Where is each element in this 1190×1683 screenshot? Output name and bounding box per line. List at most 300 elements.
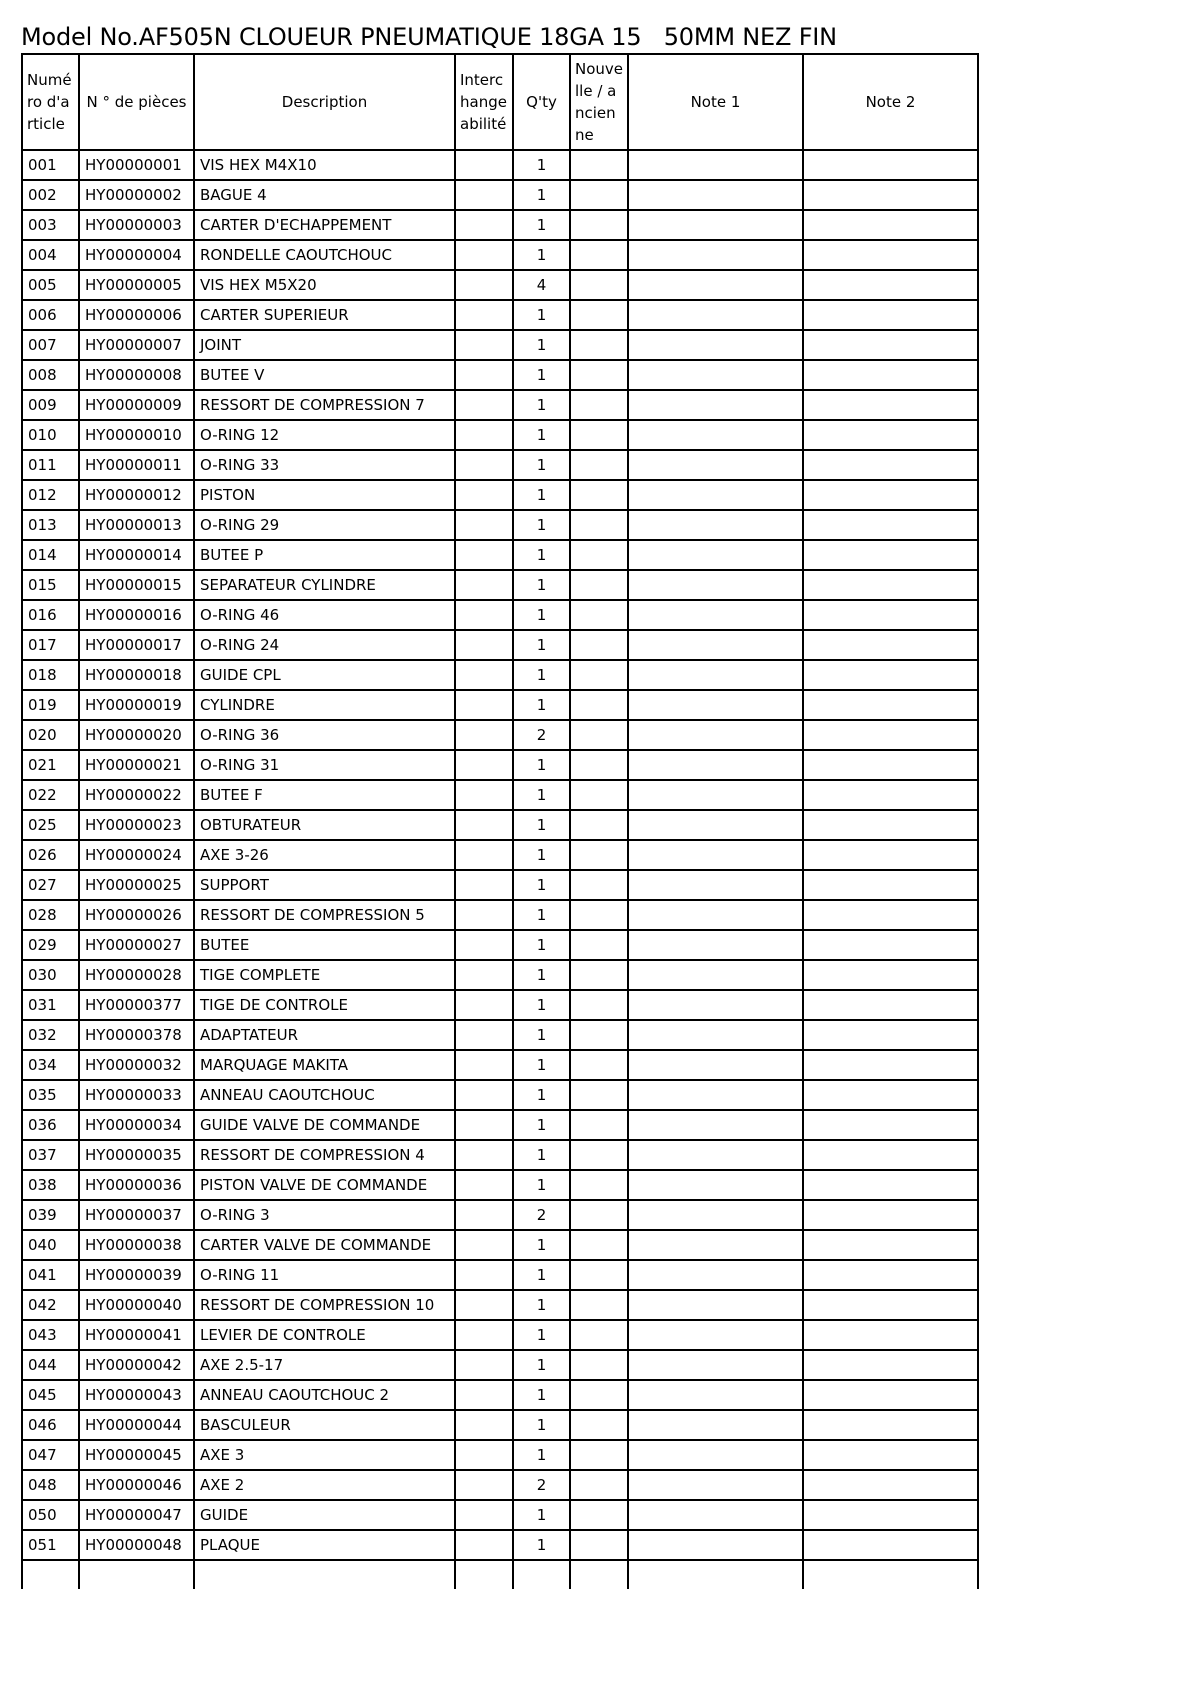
table-row bbox=[22, 660, 978, 690]
cell-note-2 bbox=[803, 570, 978, 600]
cell-item-no: 036 bbox=[22, 1110, 79, 1140]
table-row bbox=[22, 300, 978, 330]
cell-description: O-RING 33 bbox=[194, 450, 455, 480]
cell-note-2 bbox=[803, 360, 978, 390]
cell-interchangeability bbox=[455, 900, 513, 930]
cell-interchangeability bbox=[455, 330, 513, 360]
cell-qty: 1 bbox=[513, 210, 570, 240]
cell-description: SUPPORT bbox=[194, 870, 455, 900]
cell-part-no: HY00000021 bbox=[79, 750, 194, 780]
cell-description: CARTER SUPERIEUR bbox=[194, 300, 455, 330]
cell-description: O-RING 46 bbox=[194, 600, 455, 630]
cell-note-2 bbox=[803, 810, 978, 840]
cell-description: GUIDE VALVE DE COMMANDE bbox=[194, 1110, 455, 1140]
cell-interchangeability bbox=[455, 1290, 513, 1320]
cell-part-no: HY00000001 bbox=[79, 150, 194, 180]
cell-part-no: HY00000017 bbox=[79, 630, 194, 660]
cell-interchangeability bbox=[455, 1110, 513, 1140]
cell-interchangeability bbox=[455, 1350, 513, 1380]
cell-description: BAGUE 4 bbox=[194, 180, 455, 210]
cell-description: GUIDE CPL bbox=[194, 660, 455, 690]
table-row bbox=[22, 840, 978, 870]
table-row bbox=[22, 180, 978, 210]
cell-note-2 bbox=[803, 450, 978, 480]
cell-new-old bbox=[570, 270, 628, 300]
cell-qty: 1 bbox=[513, 1380, 570, 1410]
cell-qty: 1 bbox=[513, 1230, 570, 1260]
table-row bbox=[22, 1200, 978, 1230]
cell-note-1 bbox=[628, 780, 803, 810]
cell-new-old bbox=[570, 300, 628, 330]
cell-description: CYLINDRE bbox=[194, 690, 455, 720]
cell-note-2 bbox=[803, 900, 978, 930]
cell-interchangeability bbox=[455, 1200, 513, 1230]
cell-new-old bbox=[570, 180, 628, 210]
cell-interchangeability bbox=[455, 720, 513, 750]
cell-item-no: 034 bbox=[22, 1050, 79, 1080]
cell-item-no: 010 bbox=[22, 420, 79, 450]
table-row bbox=[22, 1530, 978, 1560]
cell-item-no: 005 bbox=[22, 270, 79, 300]
cell-interchangeability bbox=[455, 1500, 513, 1530]
cell-note-1 bbox=[628, 1200, 803, 1230]
cell-new-old bbox=[570, 780, 628, 810]
cell-part-no: HY00000038 bbox=[79, 1230, 194, 1260]
cell-new-old bbox=[570, 1080, 628, 1110]
cell-note-2 bbox=[803, 660, 978, 690]
cell-note-2 bbox=[803, 510, 978, 540]
cell-note-1 bbox=[628, 540, 803, 570]
cell-part-no: HY00000008 bbox=[79, 360, 194, 390]
cell-new-old bbox=[570, 1530, 628, 1560]
table-row bbox=[22, 240, 978, 270]
cell-qty: 1 bbox=[513, 780, 570, 810]
cell-qty: 1 bbox=[513, 1020, 570, 1050]
header-note-2: Note 2 bbox=[803, 54, 978, 150]
cell-qty: 1 bbox=[513, 750, 570, 780]
cell-note-2 bbox=[803, 1530, 978, 1560]
cell-new-old bbox=[570, 690, 628, 720]
cell-note-1 bbox=[628, 450, 803, 480]
cell-new-old bbox=[570, 720, 628, 750]
cell-interchangeability bbox=[455, 360, 513, 390]
cell-note-1 bbox=[628, 150, 803, 180]
cell-description: O-RING 12 bbox=[194, 420, 455, 450]
cell-new-old bbox=[570, 1380, 628, 1410]
cell-item-no: 042 bbox=[22, 1290, 79, 1320]
header-new-old: Nouvelle / ancienne bbox=[570, 54, 628, 150]
cell-qty: 1 bbox=[513, 540, 570, 570]
cell-note-1 bbox=[628, 660, 803, 690]
cell-description: ANNEAU CAOUTCHOUC 2 bbox=[194, 1380, 455, 1410]
cell-note-2 bbox=[803, 150, 978, 180]
cell-note-2 bbox=[803, 1440, 978, 1470]
cell-qty: 1 bbox=[513, 150, 570, 180]
table-row bbox=[22, 1110, 978, 1140]
cell-item-no: 043 bbox=[22, 1320, 79, 1350]
cell-part-no: HY00000046 bbox=[79, 1470, 194, 1500]
cell-part-no: HY00000006 bbox=[79, 300, 194, 330]
cell-part-no: HY00000013 bbox=[79, 510, 194, 540]
cell-new-old bbox=[570, 1350, 628, 1380]
cell-note-1 bbox=[628, 510, 803, 540]
table-row bbox=[22, 1020, 978, 1050]
cell-item-no: 041 bbox=[22, 1260, 79, 1290]
empty-cell bbox=[455, 1560, 513, 1589]
cell-note-1 bbox=[628, 1080, 803, 1110]
cell-note-1 bbox=[628, 480, 803, 510]
cell-new-old bbox=[570, 570, 628, 600]
cell-description: RESSORT DE COMPRESSION 7 bbox=[194, 390, 455, 420]
cell-item-no: 013 bbox=[22, 510, 79, 540]
cell-description: O-RING 24 bbox=[194, 630, 455, 660]
cell-note-1 bbox=[628, 1440, 803, 1470]
cell-note-2 bbox=[803, 1290, 978, 1320]
cell-qty: 1 bbox=[513, 570, 570, 600]
cell-item-no: 039 bbox=[22, 1200, 79, 1230]
table-row bbox=[22, 1410, 978, 1440]
cell-qty: 1 bbox=[513, 360, 570, 390]
cell-item-no: 035 bbox=[22, 1080, 79, 1110]
cell-qty: 1 bbox=[513, 390, 570, 420]
cell-interchangeability bbox=[455, 660, 513, 690]
cell-note-1 bbox=[628, 1110, 803, 1140]
cell-note-2 bbox=[803, 1230, 978, 1260]
table-row bbox=[22, 1140, 978, 1170]
cell-note-2 bbox=[803, 540, 978, 570]
cell-new-old bbox=[570, 450, 628, 480]
cell-item-no: 003 bbox=[22, 210, 79, 240]
cell-new-old bbox=[570, 1260, 628, 1290]
table-row bbox=[22, 420, 978, 450]
cell-qty: 1 bbox=[513, 930, 570, 960]
cell-item-no: 001 bbox=[22, 150, 79, 180]
cell-qty: 1 bbox=[513, 630, 570, 660]
cell-interchangeability bbox=[455, 930, 513, 960]
table-header-row bbox=[22, 54, 978, 150]
page-title: Model No.AF505N CLOUEUR PNEUMATIQUE 18GA 15 50MM NEZ FIN bbox=[21, 23, 837, 51]
cell-item-no: 026 bbox=[22, 840, 79, 870]
cell-description: AXE 3 bbox=[194, 1440, 455, 1470]
cell-part-no: HY00000011 bbox=[79, 450, 194, 480]
cell-new-old bbox=[570, 1410, 628, 1440]
cell-qty: 1 bbox=[513, 1140, 570, 1170]
cell-interchangeability bbox=[455, 600, 513, 630]
cell-part-no: HY00000378 bbox=[79, 1020, 194, 1050]
cell-interchangeability bbox=[455, 420, 513, 450]
cell-description: RESSORT DE COMPRESSION 4 bbox=[194, 1140, 455, 1170]
cell-qty: 1 bbox=[513, 810, 570, 840]
cell-description: O-RING 11 bbox=[194, 1260, 455, 1290]
table-row bbox=[22, 1050, 978, 1080]
cell-note-1 bbox=[628, 720, 803, 750]
cell-interchangeability bbox=[455, 1260, 513, 1290]
cell-note-1 bbox=[628, 1320, 803, 1350]
cell-item-no: 017 bbox=[22, 630, 79, 660]
header-description: Description bbox=[194, 54, 455, 150]
cell-part-no: HY00000035 bbox=[79, 1140, 194, 1170]
cell-note-2 bbox=[803, 690, 978, 720]
cell-interchangeability bbox=[455, 390, 513, 420]
cell-note-1 bbox=[628, 1290, 803, 1320]
table-row bbox=[22, 330, 978, 360]
cell-item-no: 021 bbox=[22, 750, 79, 780]
cell-description: PLAQUE bbox=[194, 1530, 455, 1560]
cell-interchangeability bbox=[455, 840, 513, 870]
cell-description: AXE 3-26 bbox=[194, 840, 455, 870]
table-row bbox=[22, 750, 978, 780]
empty-cell bbox=[513, 1560, 570, 1589]
cell-note-2 bbox=[803, 780, 978, 810]
cell-note-1 bbox=[628, 390, 803, 420]
cell-part-no: HY00000002 bbox=[79, 180, 194, 210]
cell-item-no: 028 bbox=[22, 900, 79, 930]
cell-qty: 1 bbox=[513, 510, 570, 540]
cell-qty: 1 bbox=[513, 330, 570, 360]
cell-part-no: HY00000018 bbox=[79, 660, 194, 690]
cell-item-no: 011 bbox=[22, 450, 79, 480]
cell-qty: 1 bbox=[513, 240, 570, 270]
cell-description: TIGE COMPLETE bbox=[194, 960, 455, 990]
cell-item-no: 030 bbox=[22, 960, 79, 990]
cell-note-1 bbox=[628, 1230, 803, 1260]
cell-new-old bbox=[570, 960, 628, 990]
cell-note-2 bbox=[803, 630, 978, 660]
cell-interchangeability bbox=[455, 870, 513, 900]
cell-description: LEVIER DE CONTROLE bbox=[194, 1320, 455, 1350]
cell-item-no: 007 bbox=[22, 330, 79, 360]
cell-item-no: 012 bbox=[22, 480, 79, 510]
cell-part-no: HY00000032 bbox=[79, 1050, 194, 1080]
cell-qty: 1 bbox=[513, 480, 570, 510]
cell-new-old bbox=[570, 1440, 628, 1470]
cell-part-no: HY00000047 bbox=[79, 1500, 194, 1530]
cell-description: BUTEE bbox=[194, 930, 455, 960]
cell-note-2 bbox=[803, 930, 978, 960]
cell-note-2 bbox=[803, 1350, 978, 1380]
cell-note-1 bbox=[628, 870, 803, 900]
cell-new-old bbox=[570, 1110, 628, 1140]
cell-note-1 bbox=[628, 750, 803, 780]
table-row bbox=[22, 780, 978, 810]
cell-part-no: HY00000015 bbox=[79, 570, 194, 600]
cell-description: JOINT bbox=[194, 330, 455, 360]
table-row bbox=[22, 720, 978, 750]
cell-note-2 bbox=[803, 210, 978, 240]
cell-interchangeability bbox=[455, 210, 513, 240]
cell-part-no: HY00000027 bbox=[79, 930, 194, 960]
cell-description: MARQUAGE MAKITA bbox=[194, 1050, 455, 1080]
cell-note-1 bbox=[628, 570, 803, 600]
cell-interchangeability bbox=[455, 150, 513, 180]
cell-part-no: HY00000045 bbox=[79, 1440, 194, 1470]
cell-note-2 bbox=[803, 1380, 978, 1410]
cell-description: CARTER D'ECHAPPEMENT bbox=[194, 210, 455, 240]
cell-new-old bbox=[570, 840, 628, 870]
cell-qty: 1 bbox=[513, 660, 570, 690]
cell-note-2 bbox=[803, 240, 978, 270]
cell-description: VIS HEX M5X20 bbox=[194, 270, 455, 300]
table-body bbox=[22, 150, 978, 1589]
cell-note-1 bbox=[628, 840, 803, 870]
cell-interchangeability bbox=[455, 540, 513, 570]
cell-part-no: HY00000042 bbox=[79, 1350, 194, 1380]
cell-new-old bbox=[570, 210, 628, 240]
cell-interchangeability bbox=[455, 780, 513, 810]
cell-new-old bbox=[570, 630, 628, 660]
cell-description: SEPARATEUR CYLINDRE bbox=[194, 570, 455, 600]
cell-description: AXE 2 bbox=[194, 1470, 455, 1500]
cell-part-no: HY00000016 bbox=[79, 600, 194, 630]
cell-new-old bbox=[570, 390, 628, 420]
cell-note-1 bbox=[628, 900, 803, 930]
cell-item-no: 038 bbox=[22, 1170, 79, 1200]
cell-part-no: HY00000014 bbox=[79, 540, 194, 570]
cell-qty: 1 bbox=[513, 1170, 570, 1200]
cell-qty: 1 bbox=[513, 1530, 570, 1560]
table-row bbox=[22, 570, 978, 600]
cell-note-2 bbox=[803, 1260, 978, 1290]
cell-new-old bbox=[570, 1500, 628, 1530]
cell-note-1 bbox=[628, 240, 803, 270]
cell-description: RESSORT DE COMPRESSION 5 bbox=[194, 900, 455, 930]
cell-note-2 bbox=[803, 1200, 978, 1230]
cell-note-2 bbox=[803, 1140, 978, 1170]
cell-description: O-RING 31 bbox=[194, 750, 455, 780]
cell-part-no: HY00000012 bbox=[79, 480, 194, 510]
table-row-continued bbox=[22, 1560, 978, 1589]
cell-note-2 bbox=[803, 990, 978, 1020]
cell-item-no: 022 bbox=[22, 780, 79, 810]
cell-description: PISTON VALVE DE COMMANDE bbox=[194, 1170, 455, 1200]
cell-part-no: HY00000026 bbox=[79, 900, 194, 930]
cell-note-1 bbox=[628, 1380, 803, 1410]
cell-interchangeability bbox=[455, 270, 513, 300]
cell-qty: 1 bbox=[513, 960, 570, 990]
cell-interchangeability bbox=[455, 990, 513, 1020]
cell-item-no: 051 bbox=[22, 1530, 79, 1560]
cell-new-old bbox=[570, 990, 628, 1020]
cell-new-old bbox=[570, 510, 628, 540]
cell-qty: 2 bbox=[513, 720, 570, 750]
table-row bbox=[22, 960, 978, 990]
cell-description: O-RING 36 bbox=[194, 720, 455, 750]
cell-part-no: HY00000009 bbox=[79, 390, 194, 420]
cell-new-old bbox=[570, 1140, 628, 1170]
empty-cell bbox=[79, 1560, 194, 1589]
header-interchangeability: Interchangeabilité bbox=[455, 54, 513, 150]
cell-new-old bbox=[570, 1020, 628, 1050]
cell-part-no: HY00000004 bbox=[79, 240, 194, 270]
cell-interchangeability bbox=[455, 510, 513, 540]
empty-cell bbox=[803, 1560, 978, 1589]
cell-part-no: HY00000036 bbox=[79, 1170, 194, 1200]
cell-item-no: 009 bbox=[22, 390, 79, 420]
cell-qty: 1 bbox=[513, 690, 570, 720]
table-row bbox=[22, 270, 978, 300]
cell-part-no: HY00000019 bbox=[79, 690, 194, 720]
cell-note-1 bbox=[628, 1500, 803, 1530]
header-part-no: N ° de pièces bbox=[79, 54, 194, 150]
cell-qty: 1 bbox=[513, 990, 570, 1020]
table-row bbox=[22, 1170, 978, 1200]
cell-note-2 bbox=[803, 1020, 978, 1050]
cell-description: BUTEE V bbox=[194, 360, 455, 390]
cell-note-1 bbox=[628, 1170, 803, 1200]
cell-note-2 bbox=[803, 480, 978, 510]
parts-table bbox=[21, 53, 979, 1589]
cell-interchangeability bbox=[455, 300, 513, 330]
cell-note-2 bbox=[803, 1320, 978, 1350]
cell-item-no: 004 bbox=[22, 240, 79, 270]
cell-qty: 1 bbox=[513, 1320, 570, 1350]
cell-interchangeability bbox=[455, 1470, 513, 1500]
cell-item-no: 040 bbox=[22, 1230, 79, 1260]
cell-note-2 bbox=[803, 870, 978, 900]
cell-description: OBTURATEUR bbox=[194, 810, 455, 840]
cell-note-1 bbox=[628, 990, 803, 1020]
cell-description: TIGE DE CONTROLE bbox=[194, 990, 455, 1020]
cell-description: O-RING 29 bbox=[194, 510, 455, 540]
cell-note-1 bbox=[628, 360, 803, 390]
table-row bbox=[22, 1440, 978, 1470]
cell-qty: 1 bbox=[513, 870, 570, 900]
cell-note-1 bbox=[628, 270, 803, 300]
cell-part-no: HY00000044 bbox=[79, 1410, 194, 1440]
cell-note-2 bbox=[803, 750, 978, 780]
cell-part-no: HY00000039 bbox=[79, 1260, 194, 1290]
cell-description: VIS HEX M4X10 bbox=[194, 150, 455, 180]
cell-note-2 bbox=[803, 1050, 978, 1080]
cell-part-no: HY00000022 bbox=[79, 780, 194, 810]
cell-interchangeability bbox=[455, 690, 513, 720]
table-row bbox=[22, 480, 978, 510]
cell-qty: 1 bbox=[513, 840, 570, 870]
cell-new-old bbox=[570, 810, 628, 840]
cell-qty: 1 bbox=[513, 1260, 570, 1290]
cell-part-no: HY00000037 bbox=[79, 1200, 194, 1230]
cell-part-no: HY00000024 bbox=[79, 840, 194, 870]
cell-item-no: 015 bbox=[22, 570, 79, 600]
cell-interchangeability bbox=[455, 480, 513, 510]
cell-item-no: 044 bbox=[22, 1350, 79, 1380]
cell-new-old bbox=[570, 420, 628, 450]
empty-cell bbox=[628, 1560, 803, 1589]
cell-note-2 bbox=[803, 330, 978, 360]
cell-description: PISTON bbox=[194, 480, 455, 510]
cell-item-no: 016 bbox=[22, 600, 79, 630]
cell-interchangeability bbox=[455, 450, 513, 480]
cell-part-no: HY00000007 bbox=[79, 330, 194, 360]
cell-part-no: HY00000005 bbox=[79, 270, 194, 300]
cell-qty: 1 bbox=[513, 1500, 570, 1530]
cell-qty: 1 bbox=[513, 1080, 570, 1110]
cell-note-1 bbox=[628, 300, 803, 330]
cell-new-old bbox=[570, 1200, 628, 1230]
cell-interchangeability bbox=[455, 750, 513, 780]
cell-item-no: 020 bbox=[22, 720, 79, 750]
table-row bbox=[22, 150, 978, 180]
cell-interchangeability bbox=[455, 960, 513, 990]
cell-note-1 bbox=[628, 420, 803, 450]
cell-item-no: 029 bbox=[22, 930, 79, 960]
empty-cell bbox=[194, 1560, 455, 1589]
header-note-1: Note 1 bbox=[628, 54, 803, 150]
cell-interchangeability bbox=[455, 240, 513, 270]
cell-item-no: 037 bbox=[22, 1140, 79, 1170]
table-row bbox=[22, 1080, 978, 1110]
cell-part-no: HY00000028 bbox=[79, 960, 194, 990]
